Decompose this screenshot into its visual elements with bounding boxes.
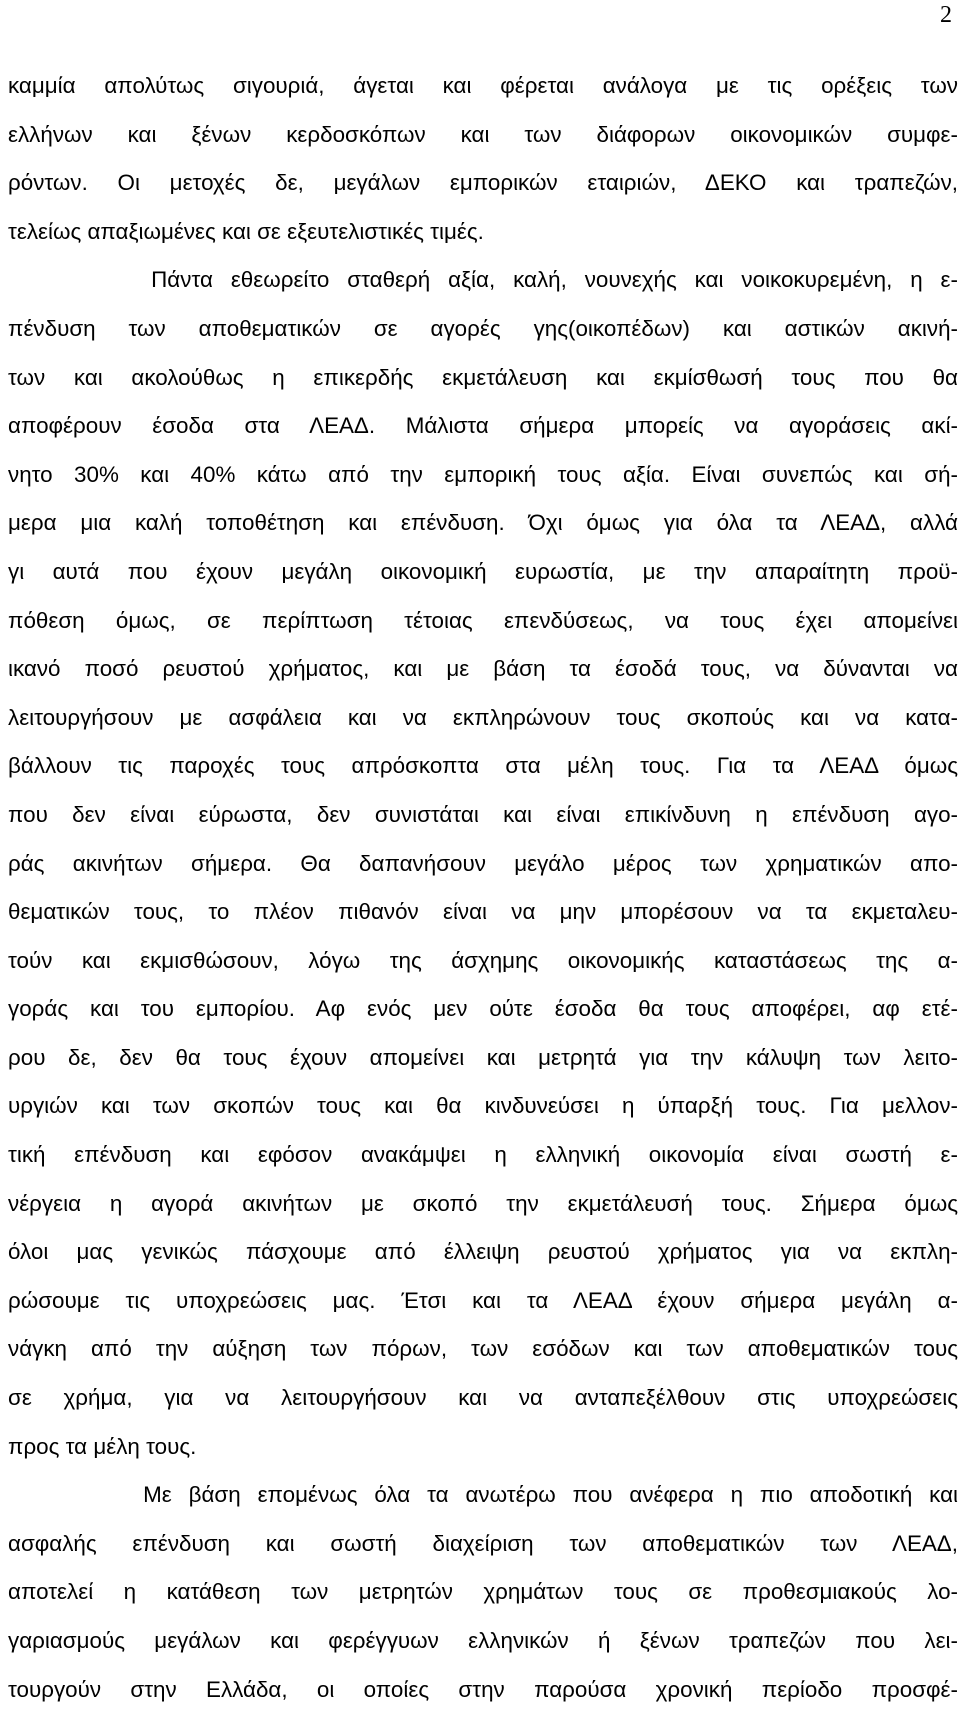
text-line: τελείως απαξιωμένες και σε εξευτελιστικές τιμές.	[8, 218, 484, 244]
text-line: θεματικών τους, το πλέον πιθανόν είναι να μην μπορέσουν να τα εκμεταλευ-	[8, 899, 958, 925]
text-line: υργιών και των σκοπών τους και θα κινδυνεύσει η ύπαρξή τους. Για μελλον-	[8, 1093, 958, 1119]
text-line: νάγκη από την αύξηση των πόρων, των εσόδων και των αποθεματικών τους	[8, 1336, 958, 1362]
page-number: 2	[940, 2, 952, 28]
text-line: ρου δε, δεν θα τους έχουν απομείνει και μετρητά για την κάλυψη των λειτο-	[8, 1044, 958, 1070]
text-line: προς τα μέλη τους.	[8, 1433, 197, 1459]
text-line: ράς ακινήτων σήμερα. Θα δαπανήσουν μεγάλο μέρος των χρηματικών απο-	[8, 850, 958, 876]
text-line: μερα μια καλή τοποθέτηση και επένδυση. Όχι όμως για όλα τα ΛΕΑΔ, αλλά	[8, 510, 958, 536]
text-line: ασφαλής επένδυση και σωστή διαχείριση των αποθεματικών των ΛΕΑΔ,	[8, 1530, 958, 1556]
text-line: καμμία απολύτως σιγουριά, άγεται και φέρεται ανάλογα με τις ορέξεις των	[8, 73, 958, 98]
text-line: Πάντα εθεωρείτο σταθερή αξία, καλή, νουνεχής και νοικοκυρεμένη, η ε-	[8, 267, 958, 293]
text-line: αποτελεί η κατάθεση των μετρητών χρημάτων τους σε προθεσμιακούς λο-	[8, 1579, 958, 1605]
text-line: ρόντων. Οι μετοχές δε, μεγάλων εμπορικών εταιριών, ΔΕΚΟ και τραπεζών,	[8, 170, 958, 196]
text-line: σε χρήμα, για να λειτουργήσουν και να ανταπεξέλθουν στις υποχρεώσεις	[8, 1385, 958, 1411]
text-line: πένδυση των αποθεματικών σε αγορές γης(οικοπέδων) και αστικών ακινή-	[8, 315, 958, 341]
text-line: των και ακολούθως η επικερδής εκμετάλευση και εκμίσθωσή τους που θα	[8, 364, 958, 390]
text-line: νέργεια η αγορά ακινήτων με σκοπό την εκμετάλευσή τους. Σήμερα όμως	[8, 1190, 958, 1216]
text-line: τική επένδυση και εφόσον ανακάμψει η ελληνική οικονομία είναι σωστή ε-	[8, 1142, 958, 1168]
text-line: αποφέρουν έσοδα στα ΛΕΑΔ. Μάλιστα σήμερα μπορείς να αγοράσεις ακί-	[8, 413, 958, 439]
text-line: πόθεση όμως, σε περίπτωση τέτοιας επενδύσεως, να τους έχει απομείνει	[8, 607, 958, 633]
text-line: τουργούν στην Ελλάδα, οι οποίες στην παρούσα χρονική περίοδο προσφέ-	[8, 1676, 958, 1702]
text-line: γι αυτά που έχουν μεγάλη οικονομική ευρωστία, με την απαραίτητη προϋ-	[8, 558, 958, 584]
body-text	[8, 62, 958, 1714]
text-line: βάλλουν τις παροχές τους απρόσκοπτα στα μέλη τους. Για τα ΛΕΑΔ όμως	[8, 753, 958, 779]
text-line: λειτουργήσουν με ασφάλεια και να εκπληρώνουν τους σκοπούς και να κατα-	[8, 704, 958, 730]
text-line: ικανό ποσό ρευστού χρήματος, και με βάση τα έσοδά τους, να δύνανται να	[8, 656, 958, 682]
text-line: γαριασμούς μεγάλων και φερέγγυων ελληνικών ή ξένων τραπεζών που λει-	[8, 1628, 958, 1653]
text-line: που δεν είναι εύρωστα, δεν συνιστάται και είναι επικίνδυνη η επένδυση αγο-	[8, 801, 958, 827]
text-line: νητο 30% και 40% κάτω από την εμπορική τους αξία. Είναι συνεπώς και σή-	[8, 461, 958, 487]
text-line: ρώσουμε τις υποχρεώσεις μας. Έτσι και τα ΛΕΑΔ έχουν σήμερα μεγάλη α-	[8, 1287, 958, 1313]
text-line: ελλήνων και ξένων κερδοσκόπων και των διάφορων οικονομικών συμφε-	[8, 121, 958, 147]
text-line: όλοι μας γενικώς πάσχουμε από έλλειψη ρευστού χρήματος για να εκπλη-	[8, 1239, 958, 1265]
text-line: Με βάση επομένως όλα τα ανωτέρω που ανέφερα η πιο αποδοτική και	[8, 1482, 958, 1508]
text-line: γοράς και του εμπορίου. Αφ ενός μεν ούτε έσοδα θα τους αποφέρει, αφ ετέ-	[8, 996, 958, 1022]
text-line: τούν και εκμισθώσουν, λόγω της άσχημης οικονομικής καταστάσεως της α-	[8, 947, 958, 973]
